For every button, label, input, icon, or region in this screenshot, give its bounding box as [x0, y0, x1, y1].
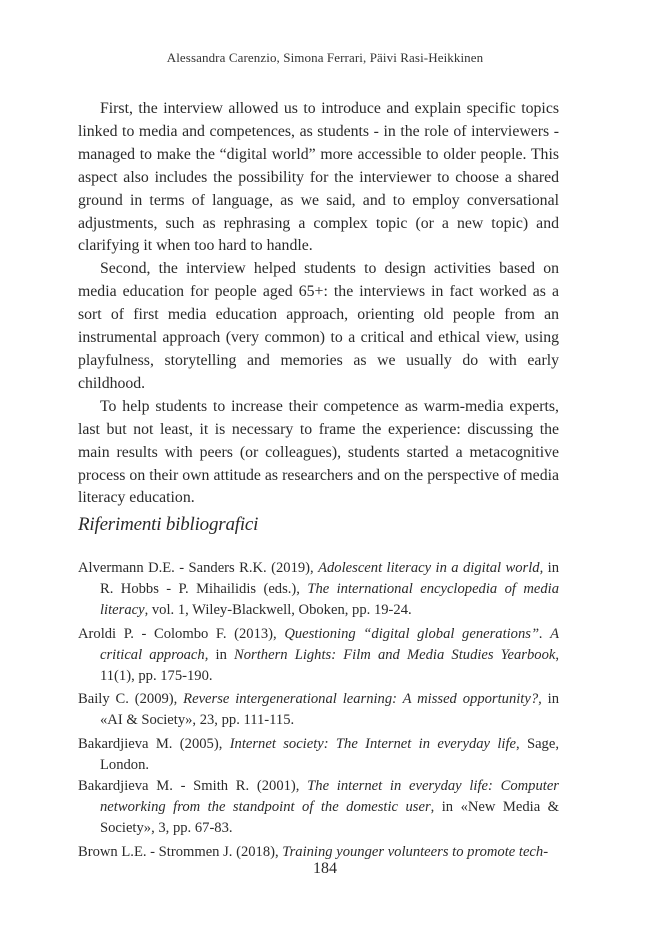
reference-source: Northern Lights: Film and Media Studies Yearbook	[234, 646, 556, 663]
paragraph-3: To help students to increase their competence as warm-media experts, last but not least, it is necessary to frame the experience: discussing the main results with peers (or colleagues), students started a metacognitive process on their own attitude as researchers and on the perspective of media literacy education.	[78, 397, 559, 507]
reference-title: Internet society: The Internet in everyday life	[229, 736, 516, 753]
reference-mid: in «AI & Society», 23, pp. 111-115.	[100, 691, 560, 729]
reference-author: Bakardjieva M. (2005),	[78, 736, 230, 753]
reference-item	[78, 689, 559, 731]
reference-mid: in R. Hobbs - P. Mihailidis (eds.),	[100, 560, 560, 597]
reference-title: Training younger volunteers to promote tech-	[282, 843, 549, 860]
reference-title: Reverse intergenerational learning: A missed opportunity?,	[183, 691, 542, 708]
reference-source: The international encyclopedia of media literacy	[100, 580, 559, 618]
reference-item	[78, 776, 559, 839]
body-text	[78, 98, 559, 510]
reference-author: Baily C. (2009),	[78, 691, 184, 708]
reference-author: Aroldi P. - Colombo F. (2013),	[78, 625, 285, 642]
reference-mid: , Sage, London.	[100, 736, 559, 774]
reference-mid: in	[208, 646, 235, 663]
reference-title: Questioning “digital global generations”. A critical approach,	[100, 625, 559, 663]
reference-author: Alvermann D.E. - Sanders R.K. (2019),	[78, 560, 319, 576]
reference-author: Brown L.E. - Strommen J. (2018),	[78, 843, 283, 860]
reference-list	[78, 558, 559, 866]
references-heading: Riferimenti bibliografici	[78, 514, 259, 535]
reference-mid: , in «New Media & Society», 3, pp. 67-83.	[100, 798, 559, 836]
page-number: 184	[313, 860, 337, 877]
paragraph-2: Second, the interview helped students to design activities based on media education for people aged 65+: the interviews in fact worked as a sort of first media education approach, orienting old people from an instrumental approach (very common) to a critical and ethical view, using playfulness, storytelling and memories as we usually do with early childhood.	[78, 260, 559, 392]
reference-rest: , vol. 1, Wiley-Blackwell, Oboken, pp. 19-24.	[144, 601, 412, 618]
reference-item	[78, 558, 559, 621]
running-head: Alessandra Carenzio, Simona Ferrari, Päivi Rasi-Heikkinen	[166, 50, 484, 65]
reference-title: Adolescent literacy in a digital world,	[318, 560, 544, 576]
reference-title: The internet in everyday life: Computer networking from the standpoint of the domestic user	[100, 778, 559, 815]
reference-item	[78, 624, 559, 687]
reference-author: Bakardjieva M. - Smith R. (2001),	[78, 778, 308, 795]
reference-item	[78, 734, 559, 776]
reference-rest: , 11(1), pp. 175-190.	[100, 646, 559, 684]
paragraph-1: First, the interview allowed us to introduce and explain specific topics linked to media and competences, as students - in the role of interviewers - managed to make the “digital world” more accessible to older people. This aspect also includes the possibility for the interviewer to choose a shared ground in terms of language, as we said, and to employ conversational adjustments, such as rephrasing a complex topic (or a new topic) and clarifying it when too hard to handle.	[78, 100, 559, 255]
